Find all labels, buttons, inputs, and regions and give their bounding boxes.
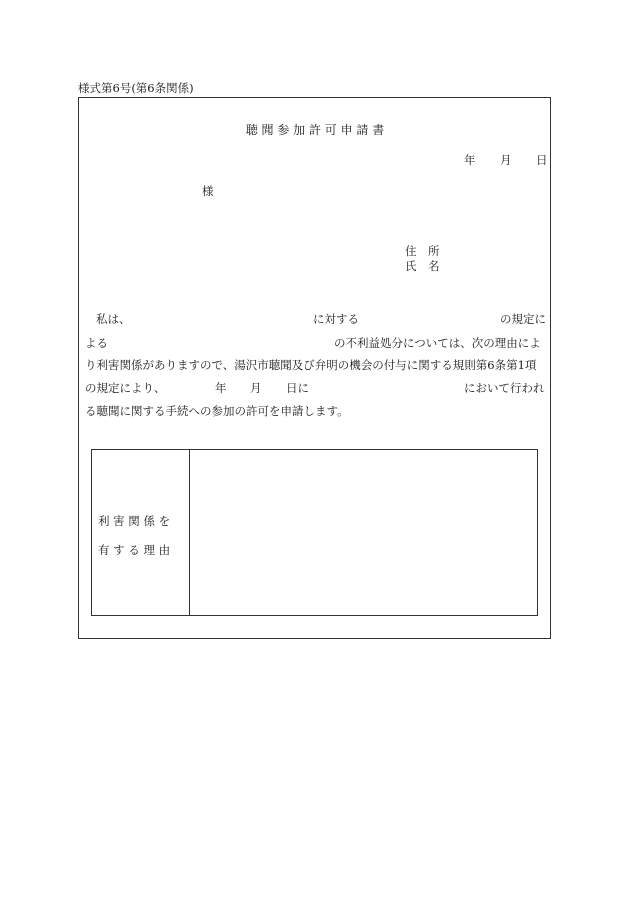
date-year-label: 年 (464, 153, 476, 167)
date-month-label: 月 (500, 153, 512, 167)
name-label: 氏 名 (405, 259, 440, 273)
body-line2-start: よる (85, 336, 108, 350)
body-line1-start: 私は、 (96, 312, 131, 326)
date-day-label: 日 (536, 153, 548, 167)
reason-label-line1: 利 害 関 係 を (98, 514, 171, 528)
form-number-label: 様式第6号(第6条関係) (78, 81, 194, 95)
body-line2-end: の不利益処分については、次の理由によ (334, 336, 541, 350)
body-line4-end: において行われ (464, 381, 545, 395)
reason-table-divider (189, 450, 190, 615)
body-line4-day: 日に (286, 381, 309, 395)
reason-value-field[interactable] (196, 456, 532, 608)
body-line1-mid: に対する (313, 312, 359, 326)
reason-label-line2: 有 す る 理 由 (98, 543, 171, 557)
body-line4-start: の規定により、 (85, 381, 166, 395)
addressee-suffix: 様 (202, 184, 214, 198)
form-title: 聴 聞 参 加 許 可 申 請 書 (245, 123, 385, 137)
body-line4-year: 年 (215, 381, 227, 395)
body-line5: る聴聞に関する手続への参加の許可を申請します。 (85, 404, 349, 418)
body-line1-end: の規定に (500, 312, 546, 326)
address-label: 住 所 (405, 244, 440, 258)
body-line3: り利害関係がありますので、湯沢市聴聞及び弁明の機会の付与に関する規則第6条第1項 (85, 358, 537, 372)
body-line4-month: 月 (250, 381, 262, 395)
